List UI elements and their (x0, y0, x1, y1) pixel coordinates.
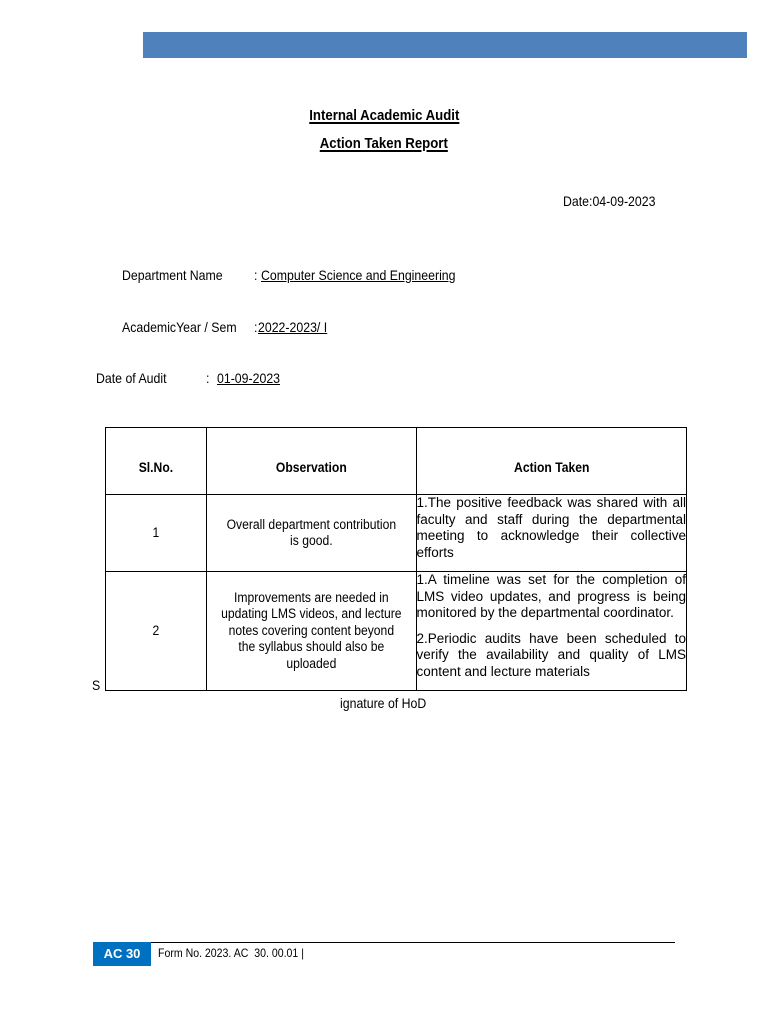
row-action-taken: 1.The positive feedback was shared with all faculty and staff during the departmental meeting to acknowledge their collective efforts (416, 495, 687, 572)
action-taken-table (105, 427, 687, 691)
signature-label: ignature of HoD (340, 695, 427, 711)
form-number: Form No. 2023. AC 30. 00.01 | (158, 946, 304, 960)
form-code-badge: AC 30 (93, 942, 151, 966)
academic-year-sep: : (254, 319, 258, 335)
row-slno: 1 (106, 495, 207, 572)
header-slno: Sl.No. (106, 428, 207, 495)
row-action-taken: 1.A timeline was set for the completion of LMS video updates, and progress is being monitored by the departmental coordinator. 2.Periodic audits have been scheduled to verify the availability and quality of LMS content and lecture materials (416, 572, 687, 691)
row-slno: 2 (106, 572, 207, 691)
table-row (106, 495, 687, 572)
header-action-taken: Action Taken (416, 428, 687, 495)
header-band (143, 32, 747, 58)
audit-date-sep: : (206, 370, 210, 386)
report-subtitle: Action Taken Report (319, 135, 449, 152)
academic-year-value: 2022-2023/ I (258, 319, 328, 335)
row-observation: Improvements are needed in updating LMS videos, and lecture notes covering content beyond the syllabus should also be uploaded (206, 572, 416, 691)
audit-date-value: 01-09-2023 (217, 370, 281, 386)
department-value: Computer Science and Engineering (261, 267, 456, 283)
row-observation: Overall department contribution is good. (206, 495, 416, 572)
academic-year-label: AcademicYear / Sem (122, 319, 237, 335)
report-title: Internal Academic Audit (308, 107, 460, 124)
department-label: Department Name (122, 267, 223, 283)
department-sep: : (254, 267, 258, 283)
footer-rule (93, 942, 675, 943)
header-observation: Observation (206, 428, 416, 495)
table-row (106, 572, 687, 691)
table-header-row (106, 428, 687, 495)
report-date: Date:04-09-2023 (563, 193, 656, 209)
audit-date-label: Date of Audit (96, 370, 167, 386)
signature-initial: S (92, 677, 101, 693)
